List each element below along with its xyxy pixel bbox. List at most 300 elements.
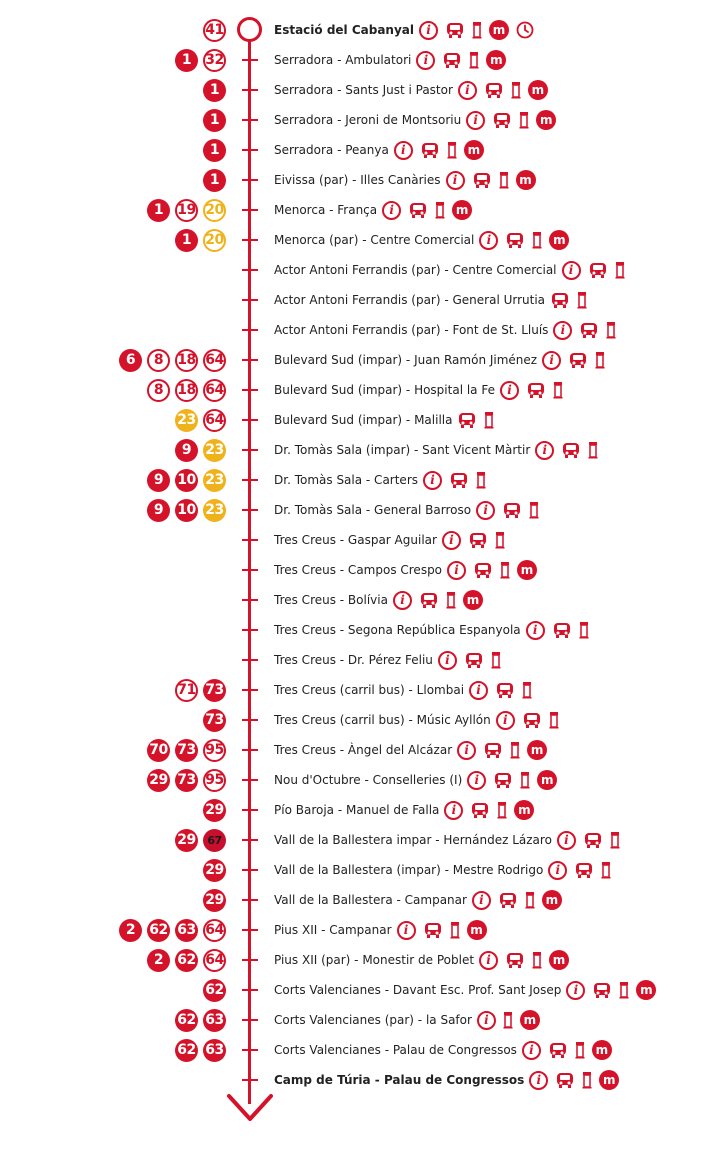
stop[interactable]	[274, 525, 505, 555]
bus-stop-pole-icon[interactable]	[529, 501, 539, 519]
info-icon[interactable]: i	[479, 231, 498, 250]
valenbisi-icon[interactable]	[470, 801, 490, 819]
metro-icon[interactable]: m	[520, 1010, 540, 1030]
valenbisi-icon[interactable]	[492, 111, 512, 129]
valenbisi-icon[interactable]	[502, 501, 522, 519]
stop-services	[416, 50, 506, 70]
line-badge[interactable]: 95	[203, 769, 226, 792]
line-badge[interactable]: 29	[175, 829, 198, 852]
stop[interactable]	[274, 435, 598, 465]
line-badge[interactable]: 1	[203, 169, 226, 192]
stop[interactable]	[274, 345, 605, 375]
metro-icon[interactable]: m	[528, 80, 548, 100]
stop-services	[550, 291, 587, 309]
info-icon[interactable]: i	[397, 921, 416, 940]
line-badge[interactable]: 2	[119, 919, 142, 942]
valenbisi-icon[interactable]	[522, 711, 542, 729]
bus-stop-pole-icon[interactable]	[446, 591, 456, 609]
line-badge[interactable]: 95	[203, 739, 226, 762]
info-icon[interactable]: i	[566, 981, 585, 1000]
info-icon[interactable]: i	[479, 951, 498, 970]
line-badge[interactable]: 29	[147, 769, 170, 792]
bus-stop-pole-icon[interactable]	[601, 861, 611, 879]
line-badge[interactable]: 64	[203, 919, 226, 942]
valenbisi-icon[interactable]	[483, 741, 503, 759]
metro-icon[interactable]: m	[464, 140, 484, 160]
line-badges	[203, 857, 226, 883]
stop-row	[0, 465, 713, 495]
line-badge[interactable]: 8	[147, 379, 170, 402]
stop[interactable]	[274, 75, 548, 105]
line-badge[interactable]: 62	[203, 979, 226, 1002]
line-badges	[119, 917, 226, 943]
stop[interactable]	[274, 795, 534, 825]
valenbisi-icon[interactable]	[574, 861, 594, 879]
line-badge[interactable]: 10	[175, 469, 198, 492]
info-icon[interactable]: i	[535, 441, 554, 460]
line-badge[interactable]: 23	[203, 499, 226, 522]
stop-tick	[242, 539, 258, 541]
line-badge[interactable]: 73	[203, 709, 226, 732]
stop-name[interactable]: Tres Creus - Dr. Pérez Feliu	[274, 653, 433, 667]
line-badge[interactable]: 6	[119, 349, 142, 372]
line-badge[interactable]: 73	[175, 739, 198, 762]
line-badge[interactable]: 62	[147, 919, 170, 942]
line-badge[interactable]: 62	[175, 1039, 198, 1062]
stop-name[interactable]: Bulevard Sud (impar) - Juan Ramón Jiménez	[274, 353, 538, 367]
stop[interactable]	[274, 495, 539, 525]
info-icon[interactable]: i	[419, 21, 438, 40]
line-badges	[175, 407, 226, 433]
valenbisi-icon[interactable]	[555, 1071, 575, 1089]
line-badge[interactable]: 64	[203, 409, 226, 432]
line-badge[interactable]: 8	[147, 349, 170, 372]
stop-services	[477, 1010, 540, 1030]
metro-icon[interactable]: m	[536, 110, 556, 130]
line-badge[interactable]: 9	[175, 439, 198, 462]
line-badge[interactable]: 1	[175, 49, 198, 72]
bus-stop-pole-icon[interactable]	[520, 771, 530, 789]
stop[interactable]	[274, 705, 559, 735]
stop[interactable]	[274, 465, 486, 495]
metro-icon[interactable]: m	[467, 920, 487, 940]
stop-name[interactable]: Corts Valencianes - Davant Esc. Prof. Sant Josep	[274, 983, 562, 997]
stop-name[interactable]: Serradora - Sants Just i Pastor	[274, 83, 453, 97]
stop-row	[0, 645, 713, 675]
line-badge[interactable]: 62	[175, 949, 198, 972]
stop-row	[0, 705, 713, 735]
line-badge[interactable]: 62	[175, 1009, 198, 1032]
bus-stop-pole-icon[interactable]	[619, 981, 629, 999]
valenbisi-icon[interactable]	[473, 561, 493, 579]
metro-icon[interactable]: m	[537, 770, 557, 790]
stop-tick	[242, 779, 258, 781]
stop-name[interactable]: Dr. Tomàs Sala (impar) - Sant Vicent Màrtir	[274, 443, 531, 457]
stop[interactable]	[274, 15, 534, 45]
info-icon[interactable]: i	[394, 141, 413, 160]
valenbisi-icon[interactable]	[468, 531, 488, 549]
line-badge[interactable]: 70	[147, 739, 170, 762]
info-icon[interactable]: i	[467, 771, 486, 790]
clock-icon[interactable]	[516, 21, 534, 39]
valenbisi-icon[interactable]	[505, 951, 525, 969]
stop-row	[0, 585, 713, 615]
stop-tick	[242, 1019, 258, 1021]
stop-name[interactable]: Menorca (par) - Centre Comercial	[274, 233, 475, 247]
valenbisi-icon[interactable]	[548, 1041, 568, 1059]
bus-stop-pole-icon[interactable]	[435, 201, 445, 219]
metro-icon[interactable]: m	[486, 50, 506, 70]
line-badge[interactable]: 64	[203, 949, 226, 972]
stop-name[interactable]: Tres Creus - Segona República Espanyola	[274, 623, 521, 637]
line-badges	[203, 17, 226, 43]
stop-name[interactable]: Serradora - Ambulatori	[274, 53, 412, 67]
metro-icon[interactable]: m	[599, 1070, 619, 1090]
stop-name[interactable]: Pius XII (par) - Monestir de Poblet	[274, 953, 475, 967]
bus-stop-pole-icon[interactable]	[575, 1041, 585, 1059]
info-icon[interactable]: i	[472, 891, 491, 910]
valenbisi-icon[interactable]	[493, 771, 513, 789]
stop[interactable]	[274, 945, 569, 975]
info-icon[interactable]: i	[477, 1011, 496, 1030]
stop-name[interactable]: Actor Antoni Ferrandis (par) - General Urrutia	[274, 293, 546, 307]
stop-row	[0, 885, 713, 915]
info-icon[interactable]: i	[548, 861, 567, 880]
metro-icon[interactable]: m	[636, 980, 656, 1000]
stop-services	[529, 1070, 619, 1090]
info-icon[interactable]: i	[416, 51, 435, 70]
stop-name[interactable]: Camp de Túria - Palau de Congressos	[274, 1073, 525, 1087]
stop[interactable]	[274, 675, 532, 705]
stop-row	[0, 765, 713, 795]
stop-name[interactable]: Serradora - Peanya	[274, 143, 389, 157]
info-icon[interactable]: i	[458, 81, 477, 100]
stop[interactable]	[274, 105, 556, 135]
stop-name[interactable]: Dr. Tomàs Sala - General Barroso	[274, 503, 472, 517]
line-badge[interactable]: 63	[203, 1039, 226, 1062]
bus-stop-pole-icon[interactable]	[595, 351, 605, 369]
stop[interactable]	[274, 45, 506, 75]
stop[interactable]	[274, 585, 483, 615]
info-icon[interactable]: i	[442, 531, 461, 550]
metro-icon[interactable]: m	[542, 890, 562, 910]
metro-icon[interactable]: m	[517, 560, 537, 580]
info-icon[interactable]: i	[522, 1041, 541, 1060]
bus-stop-pole-icon[interactable]	[577, 291, 587, 309]
stop[interactable]	[274, 1065, 619, 1095]
line-badge[interactable]: 18	[175, 379, 198, 402]
stop[interactable]	[274, 285, 587, 315]
info-icon[interactable]: i	[562, 261, 581, 280]
metro-icon[interactable]: m	[452, 200, 472, 220]
stop-services	[446, 170, 536, 190]
valenbisi-icon[interactable]	[579, 321, 599, 339]
valenbisi-icon[interactable]	[408, 201, 428, 219]
valenbisi-icon[interactable]	[457, 411, 477, 429]
stop-name[interactable]: Tres Creus - Campos Crespo	[274, 563, 443, 577]
stop-tick	[242, 59, 258, 61]
line-badge[interactable]: 1	[175, 229, 198, 252]
bus-stop-pole-icon[interactable]	[491, 651, 501, 669]
line-badge[interactable]: 23	[203, 439, 226, 462]
line-badges	[203, 887, 226, 913]
stop-name[interactable]: Corts Valencianes - Palau de Congressos	[274, 1043, 517, 1057]
line-badge[interactable]: 1	[203, 139, 226, 162]
line-badges	[203, 107, 226, 133]
valenbisi-icon[interactable]	[419, 591, 439, 609]
metro-icon[interactable]: m	[549, 950, 569, 970]
stop[interactable]	[274, 555, 537, 585]
stop-row	[0, 915, 713, 945]
stop-name[interactable]: Dr. Tomàs Sala - Carters	[274, 473, 418, 487]
line-badge[interactable]: 64	[203, 379, 226, 402]
valenbisi-icon[interactable]	[568, 351, 588, 369]
bus-stop-pole-icon[interactable]	[615, 261, 625, 279]
stop-tick	[242, 449, 258, 451]
valenbisi-icon[interactable]	[588, 261, 608, 279]
line-badge[interactable]: 64	[203, 349, 226, 372]
metro-icon[interactable]: m	[463, 590, 483, 610]
line-badge[interactable]: 71	[175, 679, 198, 702]
stop-tick	[242, 929, 258, 931]
info-icon[interactable]: i	[438, 651, 457, 670]
stop[interactable]	[274, 225, 569, 255]
metro-icon[interactable]: m	[489, 20, 509, 40]
stop-name[interactable]: Tres Creus - Àngel del Alcázar	[274, 743, 453, 757]
stop[interactable]	[274, 735, 547, 765]
bus-stop-pole-icon[interactable]	[497, 801, 507, 819]
bus-stop-pole-icon[interactable]	[579, 621, 589, 639]
stop-name[interactable]: Bulevard Sud (impar) - Hospital la Fe	[274, 383, 495, 397]
line-badges	[175, 1037, 226, 1063]
bus-stop-pole-icon[interactable]	[582, 1071, 592, 1089]
stop[interactable]	[274, 135, 484, 165]
stop[interactable]	[274, 195, 472, 225]
line-badge[interactable]: 23	[203, 469, 226, 492]
bus-stop-pole-icon[interactable]	[606, 321, 616, 339]
line-badge[interactable]: 41	[203, 19, 226, 42]
stop-name[interactable]: Bulevard Sud (impar) - Malilla	[274, 413, 453, 427]
bus-stop-pole-icon[interactable]	[525, 891, 535, 909]
stop-services	[548, 861, 611, 880]
bus-stop-pole-icon[interactable]	[519, 111, 529, 129]
bus-stop-pole-icon[interactable]	[532, 951, 542, 969]
line-badge[interactable]: 9	[147, 469, 170, 492]
bus-stop-pole-icon[interactable]	[495, 531, 505, 549]
route-end-arrow	[226, 1092, 274, 1124]
bus-stop-pole-icon[interactable]	[522, 681, 532, 699]
bus-stop-pole-icon[interactable]	[532, 231, 542, 249]
info-icon[interactable]: i	[526, 621, 545, 640]
stop[interactable]	[274, 645, 501, 675]
stop[interactable]	[274, 915, 487, 945]
line-badge[interactable]: 1	[203, 109, 226, 132]
stop-tick	[242, 899, 258, 901]
info-icon[interactable]: i	[500, 381, 519, 400]
line-badge[interactable]: 29	[203, 889, 226, 912]
bus-stop-pole-icon[interactable]	[450, 921, 460, 939]
info-icon[interactable]: i	[446, 171, 465, 190]
valenbisi-icon[interactable]	[449, 471, 469, 489]
stop-name[interactable]: Actor Antoni Ferrandis (par) - Centre Comercial	[274, 263, 557, 277]
line-badge[interactable]: 32	[203, 49, 226, 72]
line-badge[interactable]: 23	[175, 409, 198, 432]
valenbisi-icon[interactable]	[550, 291, 570, 309]
valenbisi-icon[interactable]	[592, 981, 612, 999]
bus-stop-pole-icon[interactable]	[511, 81, 521, 99]
metro-icon[interactable]: m	[516, 170, 536, 190]
stop-tick	[242, 479, 258, 481]
stop[interactable]	[274, 405, 494, 435]
bus-stop-pole-icon[interactable]	[553, 381, 563, 399]
bus-stop-pole-icon[interactable]	[503, 1011, 513, 1029]
valenbisi-icon[interactable]	[445, 21, 465, 39]
info-icon[interactable]: i	[553, 321, 572, 340]
line-badge[interactable]: 1	[203, 79, 226, 102]
stop[interactable]	[274, 255, 625, 285]
line-badge[interactable]: 1	[147, 199, 170, 222]
stop-row	[0, 735, 713, 765]
bus-stop-pole-icon[interactable]	[499, 171, 509, 189]
line-badge[interactable]: 9	[147, 499, 170, 522]
info-icon[interactable]: i	[469, 681, 488, 700]
stop[interactable]	[274, 1005, 540, 1035]
valenbisi-icon[interactable]	[420, 141, 440, 159]
stop-tick	[242, 89, 258, 91]
stop-name[interactable]: Tres Creus - Bolívia	[274, 593, 388, 607]
stop-services	[542, 351, 605, 370]
stop-name[interactable]: Tres Creus (carril bus) - Llombai	[274, 683, 465, 697]
info-icon[interactable]: i	[557, 831, 576, 850]
stop-tick	[242, 659, 258, 661]
stop-row	[0, 405, 713, 435]
info-icon[interactable]: i	[457, 741, 476, 760]
valenbisi-icon[interactable]	[423, 921, 443, 939]
stop[interactable]	[274, 315, 616, 345]
stop[interactable]	[274, 825, 620, 855]
stop-tick	[242, 599, 258, 601]
line-badge[interactable]: 19	[175, 199, 198, 222]
info-icon[interactable]: i	[496, 711, 515, 730]
line-badge[interactable]: 67	[203, 829, 226, 852]
stop-name[interactable]: Nou d'Octubre - Conselleries (I)	[274, 773, 463, 787]
valenbisi-icon[interactable]	[442, 51, 462, 69]
line-badge[interactable]: 10	[175, 499, 198, 522]
info-icon[interactable]: i	[466, 111, 485, 130]
valenbisi-icon[interactable]	[561, 441, 581, 459]
line-badge[interactable]: 20	[203, 229, 226, 252]
valenbisi-icon[interactable]	[526, 381, 546, 399]
info-icon[interactable]: i	[393, 591, 412, 610]
info-icon[interactable]: i	[529, 1071, 548, 1090]
stop-name[interactable]: Vall de la Ballestera impar - Hernández Lázaro	[274, 833, 552, 847]
valenbisi-icon[interactable]	[484, 81, 504, 99]
metro-icon[interactable]: m	[527, 740, 547, 760]
info-icon[interactable]: i	[423, 471, 442, 490]
stop-tick	[242, 1079, 258, 1081]
metro-icon[interactable]: m	[514, 800, 534, 820]
stop-tick	[242, 719, 258, 721]
info-icon[interactable]: i	[447, 561, 466, 580]
stop[interactable]	[274, 885, 562, 915]
stop-name[interactable]: Menorca - França	[274, 203, 378, 217]
bus-stop-pole-icon[interactable]	[484, 411, 494, 429]
info-icon[interactable]: i	[542, 351, 561, 370]
bus-stop-pole-icon[interactable]	[510, 741, 520, 759]
line-badge[interactable]: 63	[203, 1009, 226, 1032]
stop-name[interactable]: Vall de la Ballestera (impar) - Mestre Rodrigo	[274, 863, 544, 877]
stop[interactable]	[274, 765, 557, 795]
info-icon[interactable]: i	[476, 501, 495, 520]
info-icon[interactable]: i	[444, 801, 463, 820]
stop-name[interactable]: Estació del Cabanyal	[274, 23, 415, 37]
valenbisi-icon[interactable]	[498, 891, 518, 909]
bus-stop-pole-icon[interactable]	[610, 831, 620, 849]
stop-name[interactable]: Actor Antoni Ferrandis (par) - Font de St. Lluís	[274, 323, 549, 337]
line-badge[interactable]: 73	[203, 679, 226, 702]
line-badge[interactable]: 18	[175, 349, 198, 372]
line-badge[interactable]: 20	[203, 199, 226, 222]
stop-tick	[242, 149, 258, 151]
stop-name[interactable]: Pius XII - Campanar	[274, 923, 392, 937]
stop-name[interactable]: Serradora - Jeroni de Montsoriu	[274, 113, 462, 127]
stop[interactable]	[274, 165, 536, 195]
line-badge[interactable]: 63	[175, 919, 198, 942]
stop-name[interactable]: Corts Valencianes (par) - la Safor	[274, 1013, 472, 1027]
stop[interactable]	[274, 1035, 612, 1065]
stop-services	[500, 381, 563, 400]
bus-stop-pole-icon[interactable]	[549, 711, 559, 729]
stop-name[interactable]: Tres Creus (carril bus) - Músic Ayllón	[274, 713, 491, 727]
stop-name[interactable]: Vall de la Ballestera - Campanar	[274, 893, 467, 907]
metro-icon[interactable]: m	[592, 1040, 612, 1060]
stop-name[interactable]: Eivissa (par) - Illes Canàries	[274, 173, 441, 187]
valenbisi-icon[interactable]	[472, 171, 492, 189]
bus-stop-pole-icon[interactable]	[476, 471, 486, 489]
stop[interactable]	[274, 615, 589, 645]
info-icon[interactable]: i	[382, 201, 401, 220]
stop[interactable]	[274, 855, 611, 885]
stop-row	[0, 225, 713, 255]
line-badge[interactable]: 29	[203, 799, 226, 822]
line-badge[interactable]: 29	[203, 859, 226, 882]
valenbisi-icon[interactable]	[464, 651, 484, 669]
valenbisi-icon[interactable]	[505, 231, 525, 249]
stop-services	[496, 711, 559, 730]
metro-icon[interactable]: m	[549, 230, 569, 250]
stop-row	[0, 1005, 713, 1035]
line-badges	[175, 437, 226, 463]
stop[interactable]	[274, 975, 656, 1005]
valenbisi-icon[interactable]	[583, 831, 603, 849]
valenbisi-icon[interactable]	[552, 621, 572, 639]
stop-services	[442, 531, 505, 550]
bus-stop-pole-icon[interactable]	[469, 51, 479, 69]
stop-tick	[242, 989, 258, 991]
stop[interactable]	[274, 375, 563, 405]
stop-tick	[242, 209, 258, 211]
stop-name[interactable]: Pío Baroja - Manuel de Falla	[274, 803, 440, 817]
valenbisi-icon[interactable]	[495, 681, 515, 699]
line-badges	[175, 47, 226, 73]
line-badge[interactable]: 2	[147, 949, 170, 972]
stop-name[interactable]: Tres Creus - Gaspar Aguilar	[274, 533, 437, 547]
line-badge[interactable]: 73	[175, 769, 198, 792]
bus-stop-pole-icon[interactable]	[472, 21, 482, 39]
bus-stop-pole-icon[interactable]	[588, 441, 598, 459]
bus-stop-pole-icon[interactable]	[500, 561, 510, 579]
bus-stop-pole-icon[interactable]	[447, 141, 457, 159]
